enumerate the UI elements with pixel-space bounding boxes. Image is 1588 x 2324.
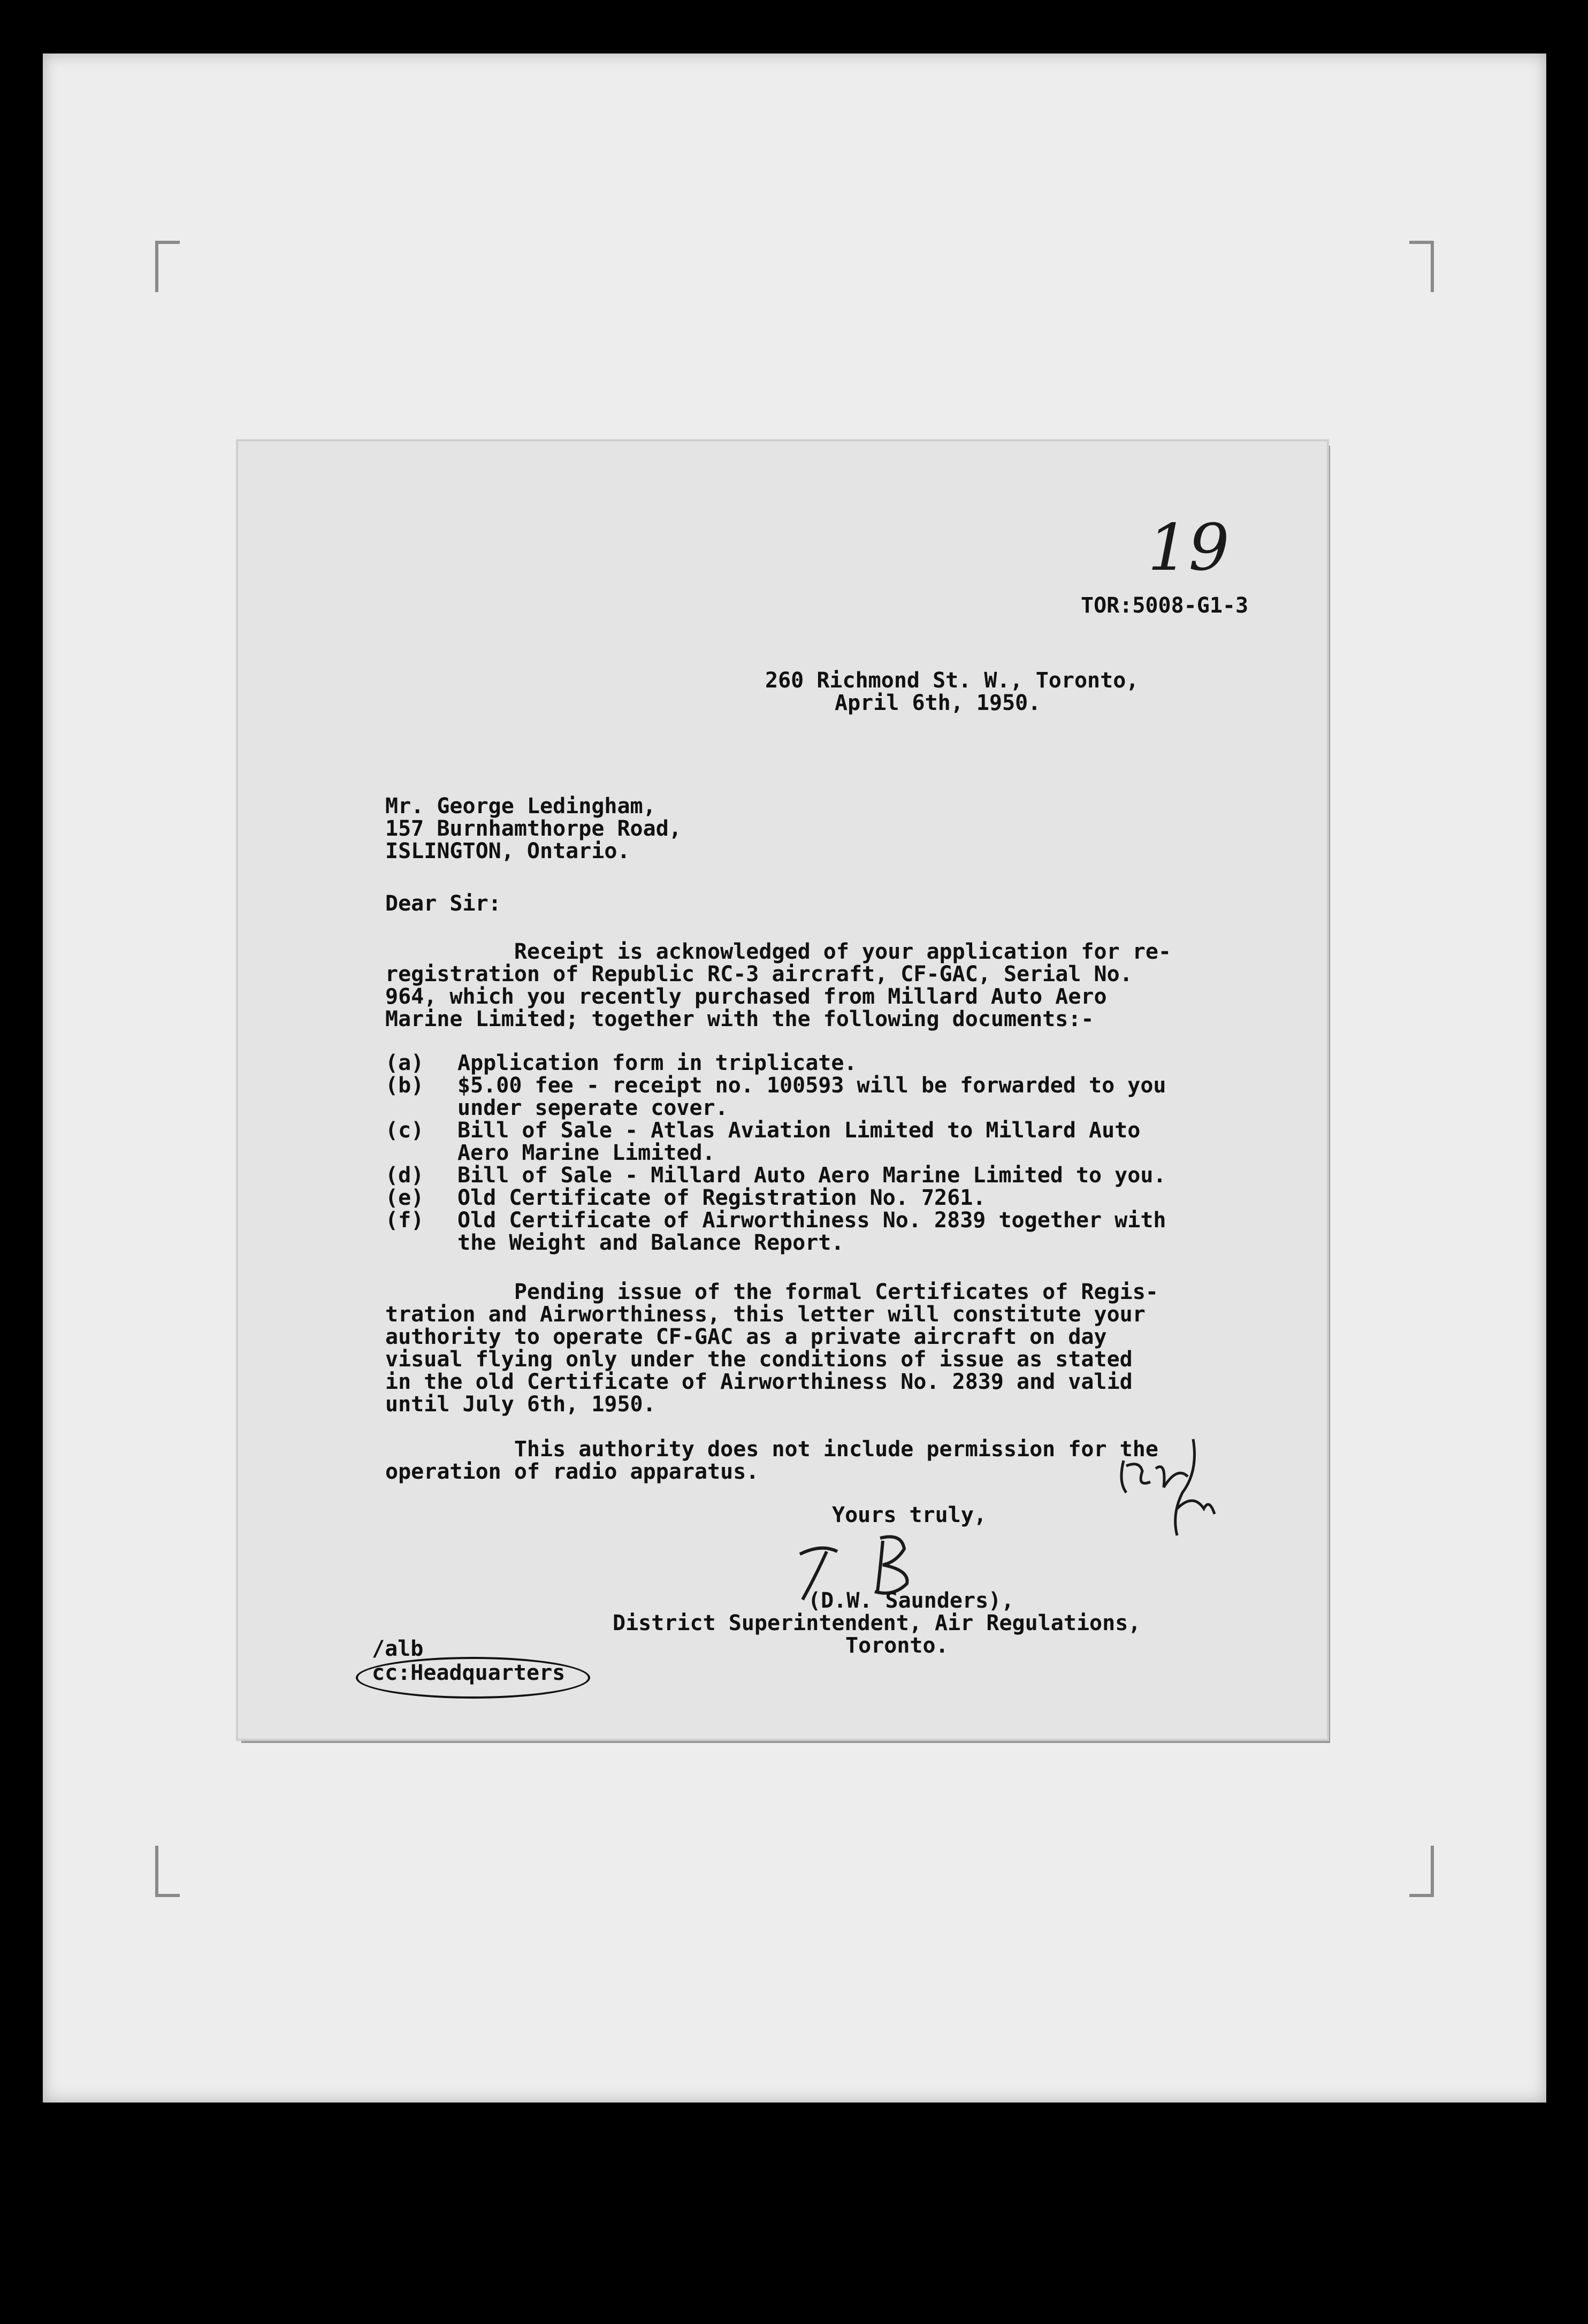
- list-item-letter: (f): [385, 1208, 424, 1233]
- paragraph-2-line-5: in the old Certificate of Airworthiness No. 2839 and valid: [385, 1370, 1133, 1394]
- list-item-letter: (d): [385, 1163, 424, 1188]
- list-item-text-continued: Aero Marine Limited.: [457, 1141, 715, 1165]
- recipient-street: 157 Burnhamthorpe Road,: [385, 816, 682, 841]
- recipient-city: ISLINGTON, Ontario.: [385, 839, 630, 863]
- handwritten-page-number: 19: [1148, 511, 1230, 585]
- list-item-text: Application form in triplicate.: [457, 1051, 857, 1075]
- signatory-location: Toronto.: [845, 1633, 949, 1658]
- paragraph-1-line-4: Marine Limited; together with the following documents:-: [385, 1007, 1094, 1031]
- registration-mark-top-right: [1409, 241, 1434, 292]
- list-item-letter: (a): [385, 1051, 424, 1075]
- file-reference: TOR:5008-G1-3: [1081, 593, 1249, 618]
- paragraph-2-line-4: visual flying only under the conditions of issue as stated: [385, 1347, 1133, 1372]
- list-item-text: Old Certificate of Airworthiness No. 2839 together with: [457, 1208, 1166, 1233]
- registration-mark-bottom-left: [155, 1846, 180, 1897]
- registration-mark-bottom-right: [1409, 1846, 1434, 1897]
- paragraph-2-line-2: tration and Airworthiness, this letter will constitute your: [385, 1302, 1146, 1327]
- signatory-title: District Superintendent, Air Regulations,: [613, 1611, 1141, 1635]
- list-item-text: Bill of Sale - Millard Auto Aero Marine Limited to you.: [457, 1163, 1166, 1188]
- paragraph-1-line-1: Receipt is acknowledged of your application for re-: [385, 939, 1172, 964]
- microfilm-mount: [43, 53, 1546, 2103]
- carbon-copy-line: cc:Headquarters: [372, 1661, 566, 1685]
- paragraph-1-line-2: registration of Republic RC-3 aircraft, CF-GAC, Serial No.: [385, 962, 1133, 987]
- list-item-text-continued: the Weight and Balance Report.: [457, 1230, 844, 1255]
- paragraph-3-line-1: This authority does not include permission for the: [385, 1437, 1158, 1462]
- paragraph-2-line-1: Pending issue of the formal Certificates of Regis-: [385, 1280, 1158, 1304]
- salutation: Dear Sir:: [385, 891, 501, 916]
- sender-date: April 6th, 1950.: [835, 691, 1041, 715]
- typist-initials: /alb: [372, 1637, 424, 1661]
- paragraph-2-line-6: until July 6th, 1950.: [385, 1392, 656, 1417]
- closing: Yours truly,: [832, 1503, 987, 1527]
- list-item-text: Bill of Sale - Atlas Aviation Limited to Millard Auto: [457, 1118, 1141, 1143]
- signatory-name: (D.W. Saunders),: [808, 1588, 1014, 1613]
- list-item-text-continued: under seperate cover.: [457, 1096, 728, 1120]
- letter-page: [238, 441, 1327, 1739]
- list-item-letter: (b): [385, 1073, 424, 1098]
- registration-mark-top-left: [155, 241, 180, 292]
- paragraph-3-line-2: operation of radio apparatus.: [385, 1459, 759, 1484]
- list-item-letter: (c): [385, 1118, 424, 1143]
- paragraph-2-line-3: authority to operate CF-GAC as a private aircraft on day: [385, 1325, 1107, 1349]
- recipient-name: Mr. George Ledingham,: [385, 794, 656, 819]
- list-item-text: Old Certificate of Registration No. 7261.: [457, 1186, 986, 1210]
- handwritten-initials-mark: [1113, 1428, 1220, 1551]
- sender-address-line-1: 260 Richmond St. W., Toronto,: [765, 668, 1139, 693]
- paragraph-1-line-3: 964, which you recently purchased from Millard Auto Aero: [385, 984, 1107, 1009]
- list-item-text: $5.00 fee - receipt no. 100593 will be forwarded to you: [457, 1073, 1166, 1098]
- list-item-letter: (e): [385, 1186, 424, 1210]
